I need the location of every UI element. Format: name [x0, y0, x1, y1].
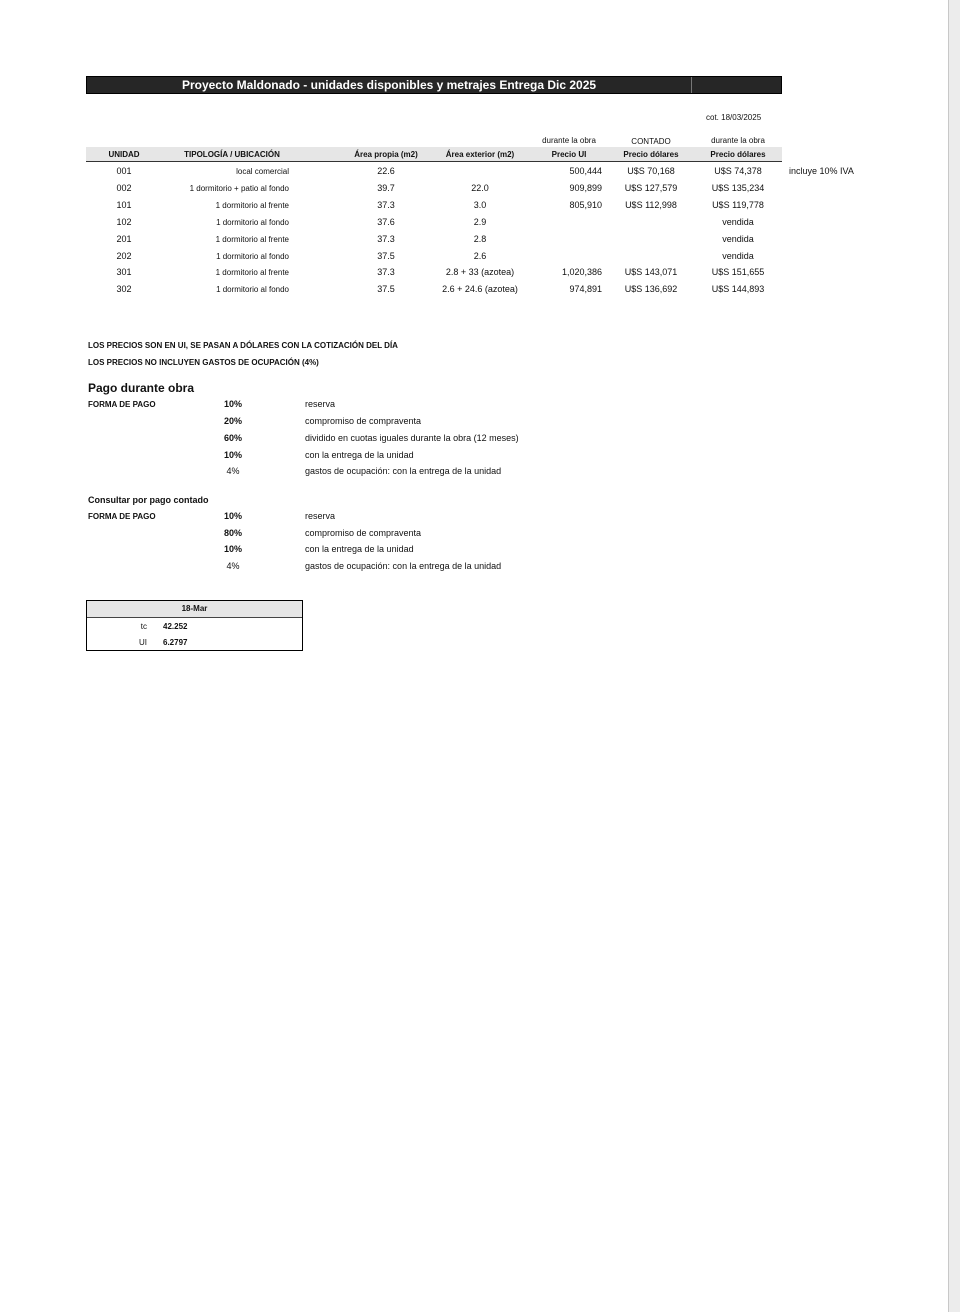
cell-unidad: 201 [116, 234, 132, 244]
column-header-area-exterior: Área exterior (m2) [445, 150, 515, 159]
payment-percent: 4% [226, 561, 240, 571]
cell-area-exterior: 3.0 [473, 200, 487, 210]
payment-description: reserva [305, 511, 336, 521]
cell-unidad: 301 [116, 267, 132, 277]
note-gastos-ocupacion: LOS PRECIOS NO INCLUYEN GASTOS DE OCUPACIÓN (4%) [88, 358, 319, 367]
payment-percent: 10% [223, 399, 242, 409]
cell-precio-contado: U$S 70,168 [627, 166, 675, 176]
payment-percent: 4% [226, 466, 240, 476]
ui-label: UI [139, 638, 147, 647]
cell-precio-obra: U$S 151,655 [711, 267, 765, 277]
payment-description: dividido en cuotas iguales durante la obra (12 meses) [305, 433, 519, 443]
cell-tipologia: 1 dormitorio al frente [215, 201, 289, 210]
cell-area-exterior: 2.9 [473, 217, 487, 227]
section-title-pago-contado: Consultar por pago contado [88, 495, 209, 505]
note-precios-ui: LOS PRECIOS SON EN UI, SE PASAN A DÓLARES CON LA COTIZACIÓN DEL DÍA [88, 341, 398, 350]
payment-description: compromiso de compraventa [305, 528, 422, 538]
payment-percent: 10% [223, 544, 242, 554]
column-header-tipologia: TIPOLOGÍA / UBICACIÓN [184, 150, 280, 159]
forma-de-pago-label: FORMA DE PAGO [88, 512, 156, 521]
cell-precio-contado: U$S 143,071 [624, 267, 678, 277]
cell-precio-obra: U$S 135,234 [711, 183, 765, 193]
cell-tipologia: 1 dormitorio al fondo [216, 218, 289, 227]
cell-precio-ui: 1,020,386 [561, 267, 602, 277]
header-contado: CONTADO [631, 137, 671, 146]
cell-tipologia: 1 dormitorio al fondo [216, 252, 289, 261]
rate-date: 18-Mar [87, 601, 302, 618]
cell-area-propia: 37.3 [377, 267, 395, 277]
cell-precio-contado: U$S 127,579 [624, 183, 678, 193]
cell-precio-obra: U$S 119,778 [712, 200, 764, 210]
cell-unidad: 302 [116, 284, 132, 294]
cell-precio-obra: U$S 74,378 [714, 166, 762, 176]
payment-percent: 10% [223, 511, 242, 521]
ui-value: 6.2797 [163, 638, 188, 647]
column-header-precio-obra: Precio dólares [710, 150, 766, 159]
title-bar [86, 76, 782, 94]
header-durante-obra-usd: durante la obra [711, 136, 765, 145]
cell-tipologia: local comercial [236, 167, 289, 176]
cotizacion-date: cot. 18/03/2025 [706, 113, 762, 122]
column-header-unidad: UNIDAD [108, 150, 140, 159]
cell-unidad: 002 [116, 183, 132, 193]
cell-tipologia: 1 dormitorio al frente [215, 235, 289, 244]
payment-description: con la entrega de la unidad [305, 450, 414, 460]
cell-precio-contado: U$S 112,998 [625, 200, 677, 210]
cell-area-exterior: 2.6 + 24.6 (azotea) [442, 284, 518, 294]
cell-precio-obra: vendida [722, 234, 754, 244]
cell-precio-obra: U$S 144,893 [711, 284, 765, 294]
payment-description: compromiso de compraventa [305, 416, 422, 426]
payment-percent: 60% [223, 433, 242, 443]
cell-area-exterior: 2.8 + 33 (azotea) [445, 267, 515, 277]
section-title-pago-obra: Pago durante obra [88, 381, 195, 395]
cell-area-propia: 39.7 [377, 183, 395, 193]
cell-area-propia: 37.3 [377, 200, 395, 210]
cell-unidad: 102 [116, 217, 132, 227]
header-durante-obra-ui: durante la obra [542, 136, 596, 145]
cell-area-propia: 37.5 [377, 284, 395, 294]
payment-percent: 80% [223, 528, 242, 538]
cell-precio-ui: 974,891 [569, 284, 602, 294]
cell-tipologia: 1 dormitorio al fondo [216, 285, 289, 294]
tc-label: tc [140, 622, 147, 631]
payment-percent: 20% [223, 416, 242, 426]
exchange-rate-box [86, 600, 303, 651]
cell-area-propia: 37.6 [377, 217, 395, 227]
cell-area-exterior: 22.0 [471, 183, 489, 193]
column-header-area-propia: Área propia (m2) [354, 150, 418, 159]
cell-precio-ui: 909,899 [569, 183, 602, 193]
cell-precio-obra: vendida [722, 251, 754, 261]
cell-unidad: 001 [116, 166, 132, 176]
cell-area-propia: 37.3 [377, 234, 395, 244]
cell-area-exterior: 2.6 [473, 251, 487, 261]
payment-description: gastos de ocupación: con la entrega de la unidad [305, 561, 502, 571]
payment-description: reserva [305, 399, 336, 409]
cell-area-propia: 22.6 [377, 166, 395, 176]
cell-unidad: 101 [116, 200, 132, 210]
title-separator [691, 77, 692, 93]
document-title: Proyecto Maldonado - unidades disponibles y metrajes Entrega Dic 2025 [181, 78, 597, 92]
cell-precio-ui: 500,444 [569, 166, 602, 176]
forma-de-pago-label: FORMA DE PAGO [88, 400, 156, 409]
cell-area-propia: 37.5 [377, 251, 395, 261]
cell-nota: incluye 10% IVA [789, 166, 854, 176]
column-header-precio-contado: Precio dólares [623, 150, 679, 159]
cell-precio-contado: U$S 136,692 [624, 284, 678, 294]
column-header-precio-ui: Precio UI [551, 150, 587, 159]
cell-precio-ui: 805,910 [569, 200, 602, 210]
cell-tipologia: 1 dormitorio + patio al fondo [189, 184, 289, 193]
cell-unidad: 202 [116, 251, 132, 261]
cell-tipologia: 1 dormitorio al frente [215, 268, 289, 277]
cell-area-exterior: 2.8 [473, 234, 487, 244]
tc-value: 42.252 [163, 622, 188, 631]
payment-percent: 10% [223, 450, 242, 460]
payment-description: con la entrega de la unidad [305, 544, 414, 554]
payment-description: gastos de ocupación: con la entrega de la unidad [305, 466, 502, 476]
cell-precio-obra: vendida [722, 217, 754, 227]
